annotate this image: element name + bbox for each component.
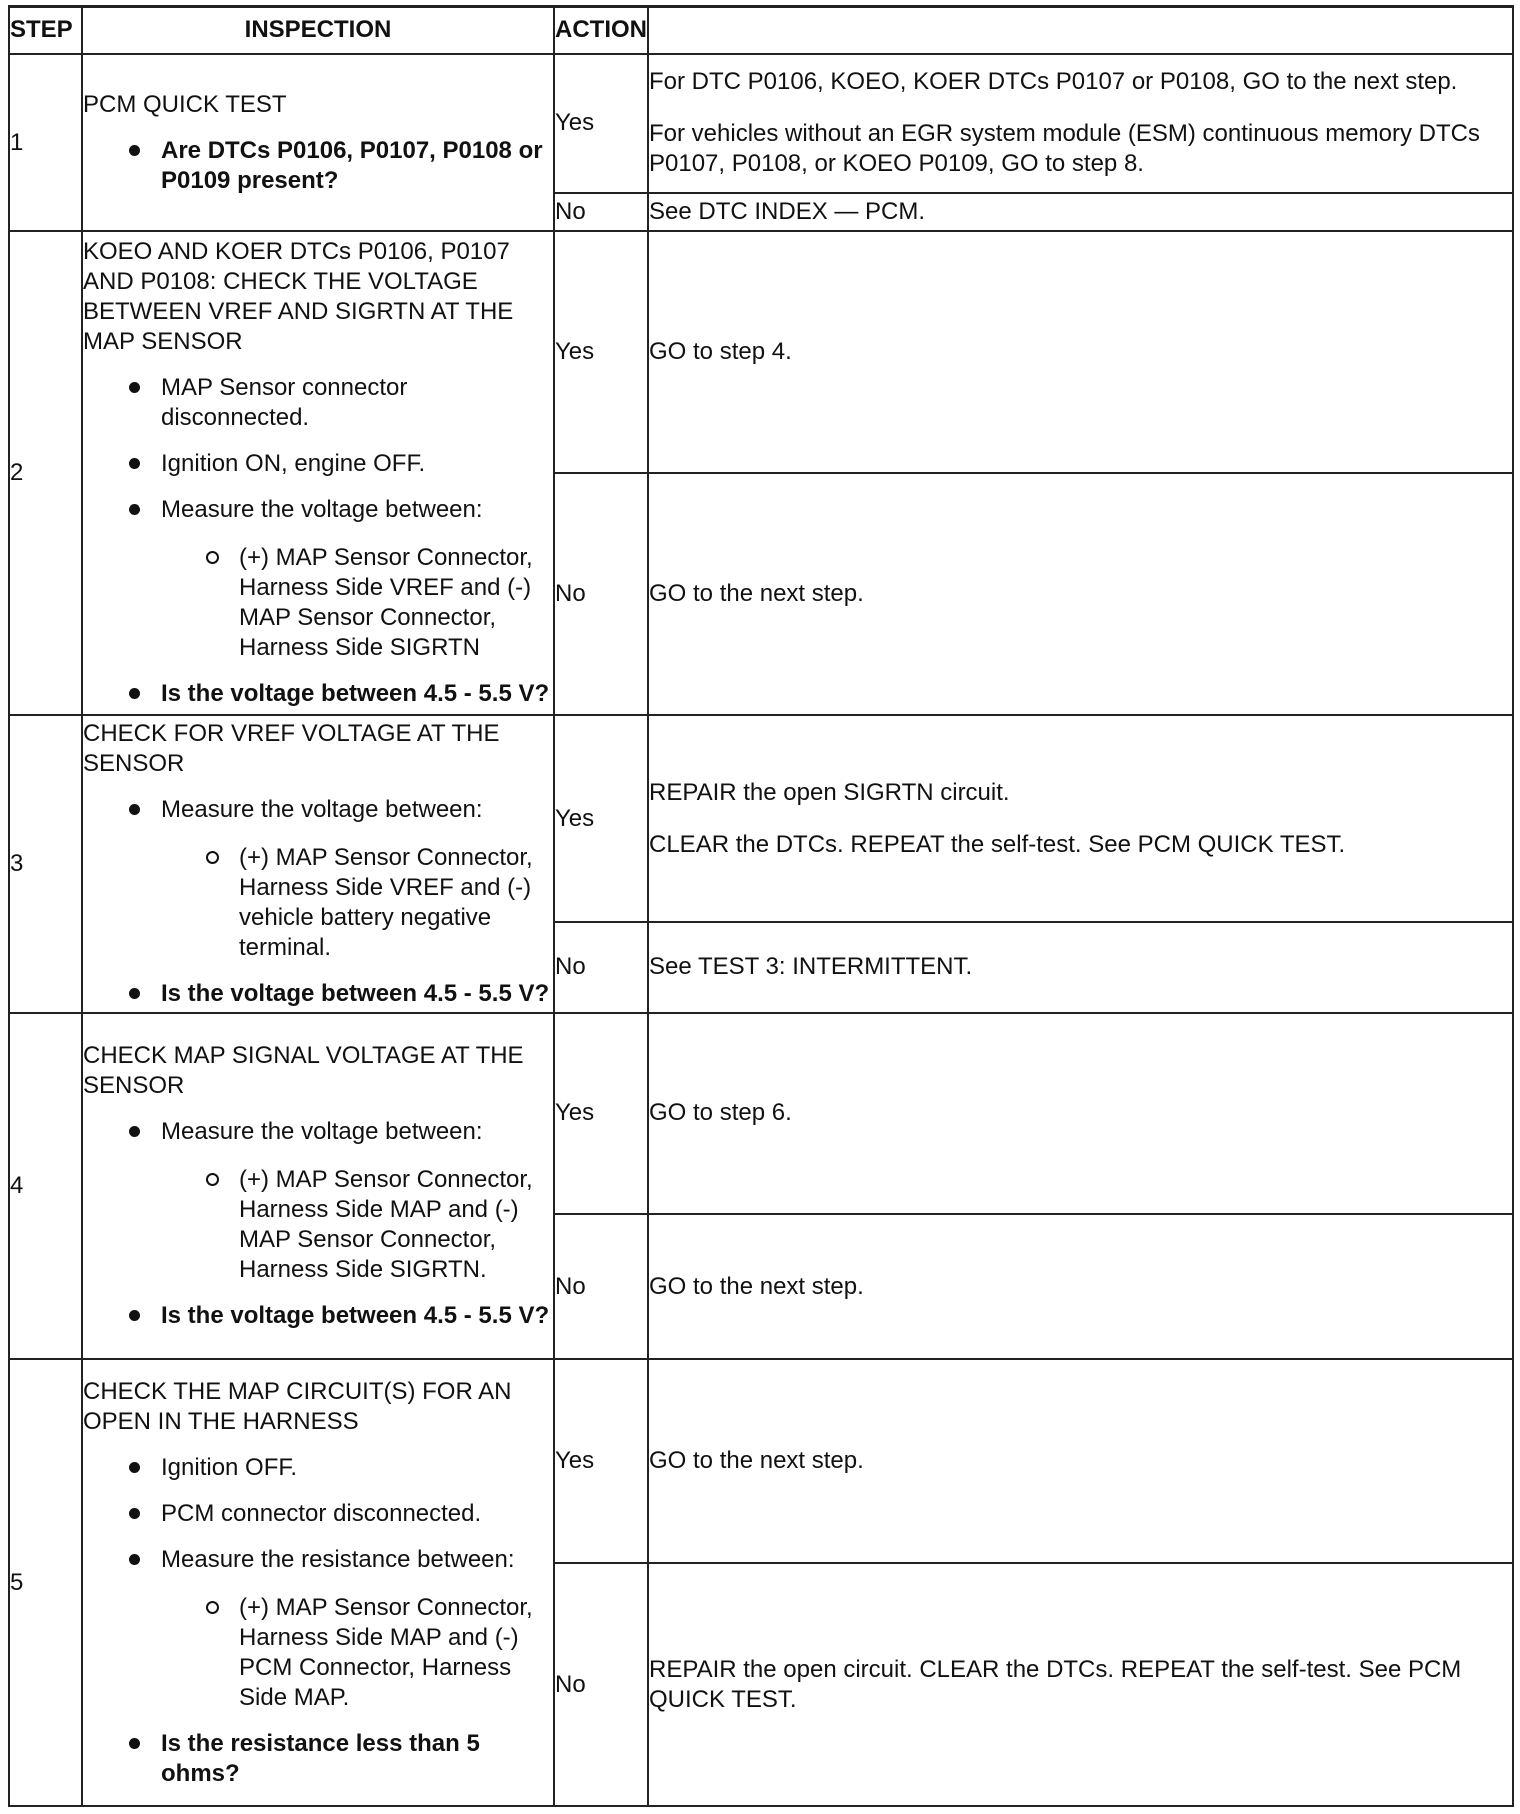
bullet-item: Measure the resistance between: <box>83 1545 553 1575</box>
action-text: GO to step 4. <box>649 338 792 366</box>
inspection-question: Is the resistance less than 5 ohms? <box>83 1729 553 1789</box>
inspection-title: CHECK FOR VREF VOLTAGE AT THE SENSOR <box>83 719 500 777</box>
step-number: 5 <box>9 1359 82 1806</box>
bullet-item: Measure the voltage between: <box>83 795 553 825</box>
no-action <box>648 922 1513 1012</box>
action-text: REPAIR the open circuit. CLEAR the DTCs. REPEAT the self-test. See PCM QUICK TEST. <box>649 1655 1462 1713</box>
yes-action <box>648 54 1513 193</box>
step-number: 1 <box>9 54 82 231</box>
step-number: 2 <box>9 231 82 714</box>
action-text: For DTC P0106, KOEO, KOER DTCs P0107 or P0108, GO to the next step. <box>649 68 1458 96</box>
inspection-title: CHECK THE MAP CIRCUIT(S) FOR AN OPEN IN THE HARNESS <box>83 1377 512 1435</box>
result-column-header <box>648 7 1513 54</box>
bullet-item: PCM connector disconnected. <box>83 1499 553 1529</box>
yes-action <box>648 231 1513 473</box>
no-label: No <box>554 1563 648 1806</box>
inspection-title: PCM QUICK TEST <box>83 90 287 118</box>
action-column-header: ACTION <box>554 7 648 54</box>
yes-label: Yes <box>554 231 648 473</box>
action-text: GO to the next step. <box>649 579 864 607</box>
no-action <box>648 193 1513 232</box>
inspection-question: Is the voltage between 4.5 - 5.5 V? <box>83 679 553 709</box>
action-text: REPAIR the open SIGRTN circuit. <box>649 778 1010 806</box>
inspection-cell <box>82 715 554 1013</box>
inspection-cell <box>82 54 554 231</box>
action-text: GO to the next step. <box>649 1447 864 1475</box>
yes-action <box>648 1013 1513 1215</box>
yes-label: Yes <box>554 715 648 923</box>
no-label: No <box>554 1214 648 1359</box>
bullet-item: Measure the voltage between: <box>83 1117 553 1147</box>
yes-label: Yes <box>554 54 648 193</box>
step-row <box>9 1359 1513 1563</box>
no-action <box>648 473 1513 715</box>
inspection-title: KOEO AND KOER DTCs P0106, P0107 AND P0108: CHECK THE VOLTAGE BETWEEN VREF AND SIGRTN AT THE MAP SENSOR <box>83 238 514 356</box>
sub-bullet-item: (+) MAP Sensor Connector, Harness Side MAP and (-) PCM Connector, Harness Side MAP. <box>83 1593 553 1713</box>
step-row <box>9 231 1513 473</box>
yes-action <box>648 715 1513 923</box>
action-text: For vehicles without an EGR system module (ESM) continuous memory DTCs P0107, P0108, or KOEO P0109, GO to step 8. <box>649 120 1480 178</box>
yes-label: Yes <box>554 1359 648 1563</box>
step-column-header: STEP <box>9 7 82 54</box>
inspection-column-header: INSPECTION <box>82 7 554 54</box>
no-label: No <box>554 193 648 232</box>
header-row <box>9 7 1513 54</box>
bullet-item: Ignition ON, engine OFF. <box>83 449 553 479</box>
inspection-cell <box>82 1359 554 1806</box>
yes-action <box>648 1359 1513 1563</box>
inspection-question: Is the voltage between 4.5 - 5.5 V? <box>83 1301 553 1331</box>
bullet-item: Measure the voltage between: <box>83 495 553 525</box>
step-row <box>9 715 1513 923</box>
diagnostic-table <box>8 5 1514 1807</box>
action-text: See TEST 3: INTERMITTENT. <box>649 953 973 981</box>
action-text: CLEAR the DTCs. REPEAT the self-test. See PCM QUICK TEST. <box>649 830 1346 858</box>
step-row <box>9 54 1513 193</box>
step-row <box>9 1013 1513 1215</box>
yes-label: Yes <box>554 1013 648 1215</box>
sub-bullet-item: (+) MAP Sensor Connector, Harness Side MAP and (-) MAP Sensor Connector, Harness Side SIGRTN. <box>83 1165 553 1285</box>
bullet-item: Ignition OFF. <box>83 1453 553 1483</box>
action-text: GO to step 6. <box>649 1099 792 1127</box>
action-text: See DTC INDEX — PCM. <box>649 197 926 225</box>
inspection-question: Is the voltage between 4.5 - 5.5 V? <box>83 979 553 1009</box>
inspection-question: Are DTCs P0106, P0107, P0108 or P0109 present? <box>83 136 553 196</box>
sub-bullet-item: (+) MAP Sensor Connector, Harness Side VREF and (-) vehicle battery negative terminal. <box>83 843 553 963</box>
bullet-item: MAP Sensor connector disconnected. <box>83 373 553 433</box>
no-label: No <box>554 473 648 715</box>
diagnostic-table-body <box>9 7 1513 1807</box>
inspection-cell <box>82 1013 554 1360</box>
no-action <box>648 1563 1513 1806</box>
inspection-title: CHECK MAP SIGNAL VOLTAGE AT THE SENSOR <box>83 1041 524 1099</box>
no-label: No <box>554 922 648 1012</box>
step-number: 4 <box>9 1013 82 1360</box>
step-number: 3 <box>9 715 82 1013</box>
sub-bullet-item: (+) MAP Sensor Connector, Harness Side VREF and (-) MAP Sensor Connector, Harness Side SIGRTN <box>83 543 553 663</box>
no-action <box>648 1214 1513 1359</box>
inspection-cell <box>82 231 554 714</box>
action-text: GO to the next step. <box>649 1272 864 1300</box>
